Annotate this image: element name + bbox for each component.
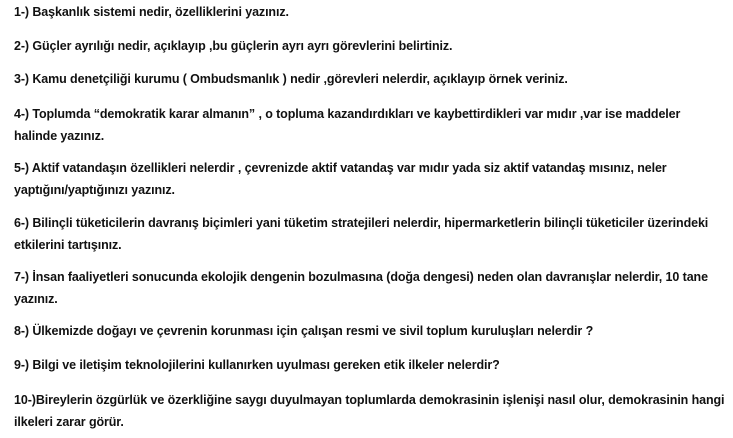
- question-2: 2-) Güçler ayrılığı nedir, açıklayıp ,bu güçlerin ayrı ayrı görevlerini belirtiniz.: [14, 39, 453, 53]
- question-9: 9-) Bilgi ve iletişim teknolojilerini kullanırken uyulması gereken etik ilkeler nelerdir?: [14, 358, 500, 372]
- question-4: 4-) Toplumda “demokratik karar almanın” , o topluma kazandırdıkları ve kaybettirdikleri var mıdır ,var ise maddeler halinde yazınız.: [14, 107, 681, 143]
- question-8: 8-) Ülkemizde doğayı ve çevrenin korunması için çalışan resmi ve sivil toplum kuruluşları nelerdir ?: [14, 324, 594, 338]
- question-1: 1-) Başkanlık sistemi nedir, özelliklerini yazınız.: [14, 5, 289, 19]
- question-5: 5-) Aktif vatandaşın özellikleri nelerdir , çevrenizde aktif vatandaş var mıdır yada siz aktif vatandaş mısınız, neler yaptığını/yaptığınızı yazınız.: [14, 161, 667, 197]
- question-10: 10-)Bireylerin özgürlük ve özerkliğine saygı duyulmayan toplumlarda demokrasinin işlenişi nasıl olur, demokrasinin hangi ilkeleri zarar görür.: [14, 393, 725, 429]
- question-3: 3-) Kamu denetçiliği kurumu ( Ombudsmanlık ) nedir ,görevleri nelerdir, açıklayıp örnek veriniz.: [14, 72, 568, 86]
- question-7: 7-) İnsan faaliyetleri sonucunda ekolojik dengenin bozulmasına (doğa dengesi) neden olan davranışlar nelerdir, 10 tane yazınız.: [14, 270, 708, 306]
- question-6: 6-) Bilinçli tüketicilerin davranış biçimleri yani tüketim stratejileri nelerdir, hipermarketlerin bilinçli tüketiciler üzerindeki etkilerini tartışınız.: [14, 216, 709, 252]
